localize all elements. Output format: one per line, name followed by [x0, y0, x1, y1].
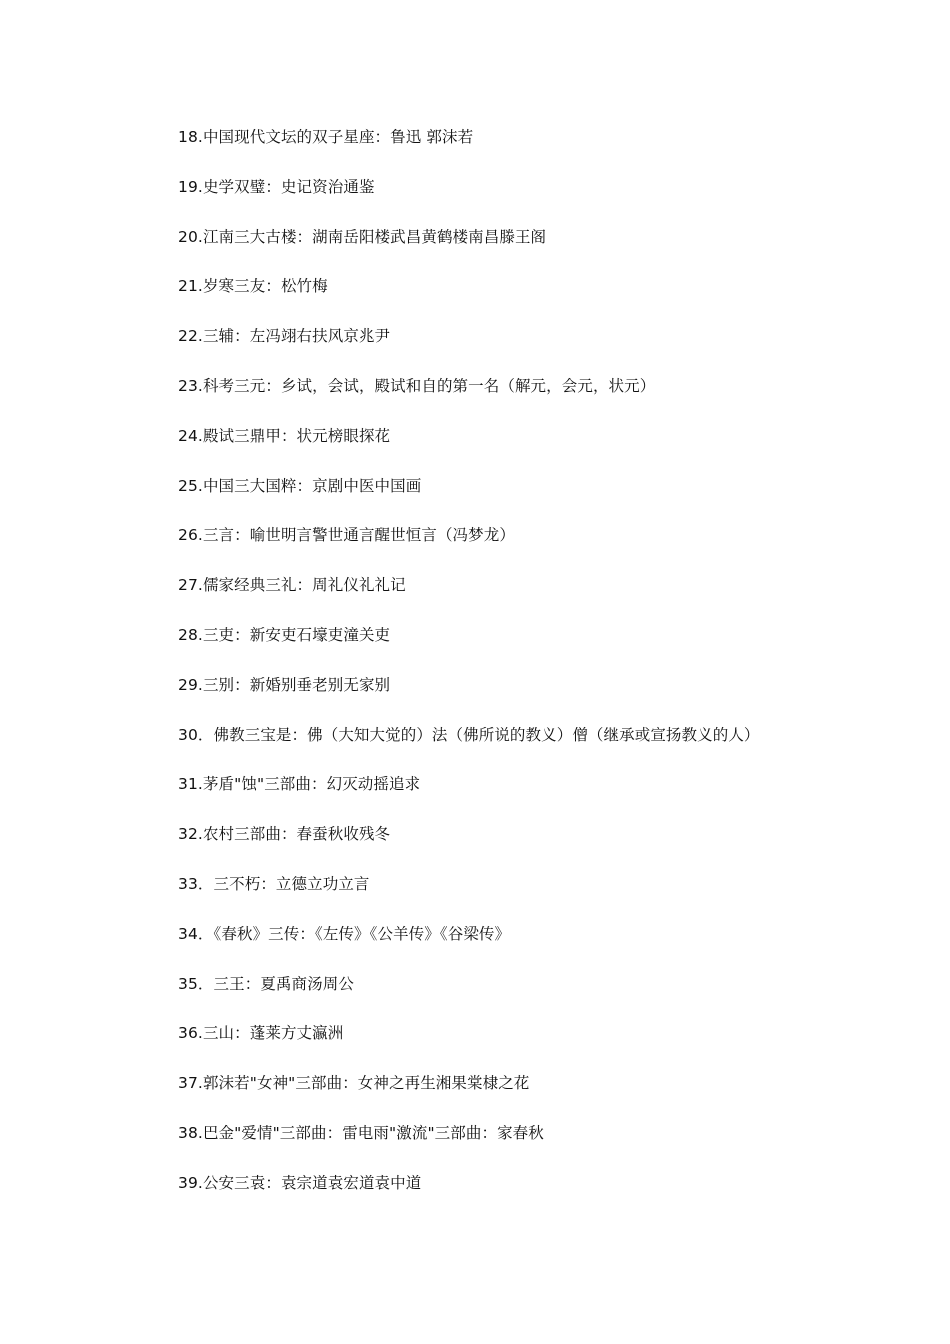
text-line: 28.三吏：新安吏石壕吏潼关吏: [178, 625, 391, 644]
text-line: 32.农村三部曲：春蚕秋收残冬: [178, 825, 391, 844]
text-line: 29.三别：新婚别垂老别无家别: [178, 675, 391, 694]
text-line: 18.中国现代文坛的双子星座：鲁迅 郭沫若: [178, 128, 474, 146]
text-line: 30．佛教三宝是：佛（大知大觉的）法（佛所说的教义）僧（继承或宣扬教义的人）: [178, 725, 760, 744]
text-line: 33．三不朽：立德立功立言: [178, 874, 370, 893]
text-line: 24.殿试三鼎甲：状元榜眼探花: [178, 426, 391, 445]
text-line: 38.巴金"爱情"三部曲：雷电雨"激流"三部曲：家春秋: [178, 1123, 544, 1142]
text-line: 37.郭沫若"女神"三部曲：女神之再生湘果棠棣之花: [178, 1074, 530, 1093]
text-line: 27.儒家经典三礼：周礼仪礼礼记: [178, 576, 406, 595]
text-line: 20.江南三大古楼：湖南岳阳楼武昌黄鹤楼南昌滕王阁: [178, 227, 547, 246]
text-line: 22.三辅：左冯翊右扶风京兆尹: [178, 327, 391, 346]
document-text-lines: [178, 125, 898, 1221]
text-line: 19.史学双璧：史记资治通鉴: [178, 177, 375, 196]
text-line: 36.三山：蓬莱方丈瀛洲: [178, 1024, 344, 1043]
text-line: 25.中国三大国粹：京剧中医中国画: [178, 476, 422, 495]
text-line: 35．三王：夏禹商汤周公: [178, 974, 354, 993]
text-line: 21.岁寒三友：松竹梅: [178, 277, 328, 296]
text-line: 31.茅盾"蚀"三部曲：幻灭动摇追求: [178, 775, 421, 794]
text-line: 23.科考三元：乡试，会试，殿试和自的第一名（解元，会元，状元）: [178, 376, 656, 395]
text-line: 34．《春秋》三传：《左传》《公羊传》《谷梁传》: [178, 924, 511, 943]
text-line: 26.三言：喻世明言警世通言醒世恒言（冯梦龙）: [178, 526, 515, 545]
text-line: 39.公安三袁：袁宗道袁宏道袁中道: [178, 1173, 422, 1192]
